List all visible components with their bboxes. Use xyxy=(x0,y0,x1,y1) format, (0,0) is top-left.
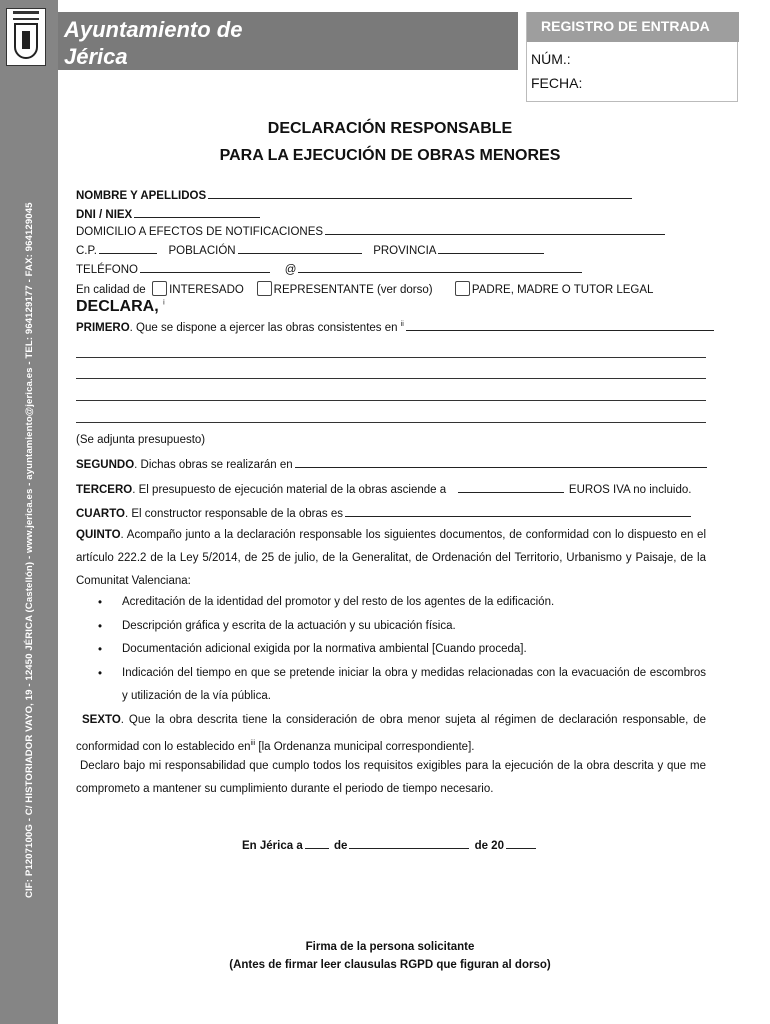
dni-label: DNI / NIEX xyxy=(76,209,133,221)
domicilio-label: DOMICILIO A EFECTOS DE NOTIFICACIONES xyxy=(76,226,324,238)
sexto-label: SEXTO xyxy=(82,714,121,726)
doc-title-line1: DECLARACIÓN RESPONSABLE xyxy=(267,120,513,137)
sexto-note: iii xyxy=(250,740,256,747)
doc-title-line2: PARA LA EJECUCIÓN DE OBRAS MENORES xyxy=(219,147,561,164)
quinto-text: . Acompaño junto a la declaración responsable los siguientes documentos, de conformidad con lo dispuesto en el artículo 222.2 de la Ley 5/2014, de 25 de julio, de la Generalitat, de Ordenación del Territorio, Urbanismo y Paisaje, de la Comunitat Valenciana: xyxy=(76,529,706,587)
representante-label: REPRESENTANTE (ver dorso) xyxy=(273,284,433,296)
day-input[interactable] xyxy=(305,838,329,849)
telefono-input[interactable] xyxy=(140,262,270,273)
nombre-input[interactable] xyxy=(208,188,632,199)
presupuesto-note: (Se adjunta presupuesto) xyxy=(76,434,206,446)
domicilio-row xyxy=(76,224,667,238)
declaro-paragraph: Declaro bajo mi responsabilidad que cumplo todos los requisitos exigibles para la ejecución de la obra descrita y que me comprometo a mantener su cumplimiento durante el periodo de tiempo necesario. xyxy=(76,760,706,795)
tutor-checkbox[interactable] xyxy=(455,281,470,296)
dni-row xyxy=(76,207,262,221)
year-input[interactable] xyxy=(506,838,536,849)
org-line2: Jérica xyxy=(64,44,128,69)
bullet-3-marker: • xyxy=(98,644,103,656)
crown-icon xyxy=(13,11,39,20)
tutor-label: PADRE, MADRE O TUTOR LEGAL xyxy=(471,284,654,296)
bullet-2-marker: • xyxy=(98,621,103,633)
representante-checkbox[interactable] xyxy=(257,281,272,296)
primero-label: PRIMERO xyxy=(76,322,130,334)
segundo-label: SEGUNDO xyxy=(76,459,135,471)
segundo-row xyxy=(76,457,709,471)
month-input[interactable] xyxy=(349,838,469,849)
shield-icon xyxy=(14,23,38,59)
provincia-input[interactable] xyxy=(438,243,544,254)
de-label-1: de xyxy=(333,840,348,852)
tercero-text: . El presupuesto de ejecución material de la obras asciende a xyxy=(132,484,447,496)
primero-line-5[interactable] xyxy=(76,422,706,423)
bullet-1-marker: • xyxy=(98,597,103,609)
primero-line-4[interactable] xyxy=(76,400,706,401)
segundo-text: . Dichas obras se realizarán en xyxy=(134,459,293,471)
registro-num: NÚM.: xyxy=(531,51,571,67)
de-label-2: de 20 xyxy=(474,840,504,852)
primero-row xyxy=(76,320,716,334)
poblacion-label: POBLACIÓN xyxy=(168,245,236,257)
sexto-paragraph xyxy=(76,709,706,759)
sidebar xyxy=(0,0,58,1024)
dni-input[interactable] xyxy=(134,207,260,218)
tercero-suffix: EUROS IVA no incluido. xyxy=(568,484,692,496)
primero-line-3[interactable] xyxy=(76,378,706,379)
rgpd-note: (Antes de firmar leer clausulas RGPD que figuran al dorso) xyxy=(229,959,551,971)
en-jerica-label: En Jérica a xyxy=(242,840,303,852)
interesado-label: INTERESADO xyxy=(169,284,244,296)
registro-box xyxy=(526,12,738,102)
segundo-input[interactable] xyxy=(295,457,707,468)
calidad-row xyxy=(76,281,653,296)
email-label: @ xyxy=(284,264,297,276)
cuarto-row xyxy=(76,506,693,520)
registro-header xyxy=(527,12,739,42)
firma-label: Firma de la persona solicitante xyxy=(305,941,475,953)
cp-row xyxy=(76,243,546,257)
primero-text: . Que se dispone a ejercer las obras consistentes en xyxy=(129,322,398,334)
date-line xyxy=(58,838,722,852)
header-band xyxy=(58,12,518,70)
org-name xyxy=(64,16,242,70)
nombre-row xyxy=(76,188,634,202)
bullet-1: Acreditación de la identidad del promotor y del resto de los agentes de la edificación. xyxy=(122,596,555,608)
registro-fecha: FECHA: xyxy=(531,75,583,91)
bullet-4-marker: • xyxy=(98,668,103,680)
poblacion-input[interactable] xyxy=(238,243,362,254)
nombre-label: NOMBRE Y APELLIDOS xyxy=(76,190,207,202)
quinto-paragraph xyxy=(76,524,706,593)
provincia-label: PROVINCIA xyxy=(373,245,437,257)
cp-label: C.P. xyxy=(76,245,97,257)
domicilio-input[interactable] xyxy=(325,224,665,235)
tercero-label: TERCERO xyxy=(76,484,133,496)
bullet-4: Indicación del tiempo en que se pretende iniciar la obra y medidas relacionadas con la evacuación de escombros y utilización de la vía pública. xyxy=(122,667,706,702)
cuarto-input[interactable] xyxy=(345,506,691,517)
quinto-label: QUINTO xyxy=(76,529,121,541)
bullet-3: Documentación adicional exigida por la normativa ambiental [Cuando proceda]. xyxy=(122,643,527,655)
interesado-checkbox[interactable] xyxy=(152,281,167,296)
municipal-crest-icon xyxy=(6,8,46,66)
primero-input[interactable] xyxy=(406,320,714,331)
sexto-suffix: [la Ordenanza municipal correspondiente]. xyxy=(255,740,475,753)
tercero-input[interactable] xyxy=(458,482,564,493)
primero-note: ii xyxy=(400,321,404,329)
email-input[interactable] xyxy=(298,262,582,273)
cuarto-label: CUARTO xyxy=(76,508,125,520)
sexto-text: . Que la obra descrita tiene la consideración de obra menor sujeta al régimen de declaración responsable, de conformidad con lo establecido en xyxy=(76,714,706,753)
telefono-row xyxy=(76,262,584,276)
cp-input[interactable] xyxy=(99,243,157,254)
primero-line-2[interactable] xyxy=(76,357,706,358)
org-line1: Ayuntamiento de xyxy=(64,17,243,42)
bullet-2: Descripción gráfica y escrita de la actuación y su ubicación física. xyxy=(122,620,456,632)
contact-vertical-text: CIF: P1207100G - C/ HISTORIADOR VAYO, 19 - 12450 JÉRICA (Castellón) - www.jerica.es - ayuntamiento@jerica.es - TEL: 964129177 - FAX: 964129045 xyxy=(24,202,35,898)
tercero-row xyxy=(76,482,691,496)
cuarto-text: . El constructor responsable de la obras es xyxy=(124,508,343,520)
calidad-label: En calidad de xyxy=(76,284,146,296)
declara-heading xyxy=(76,298,165,316)
declara-note: i xyxy=(163,299,165,307)
declara-label: DECLARA, xyxy=(76,298,159,315)
telefono-label: TELÉFONO xyxy=(76,264,138,276)
registro-title: REGISTRO DE ENTRADA xyxy=(541,18,710,34)
